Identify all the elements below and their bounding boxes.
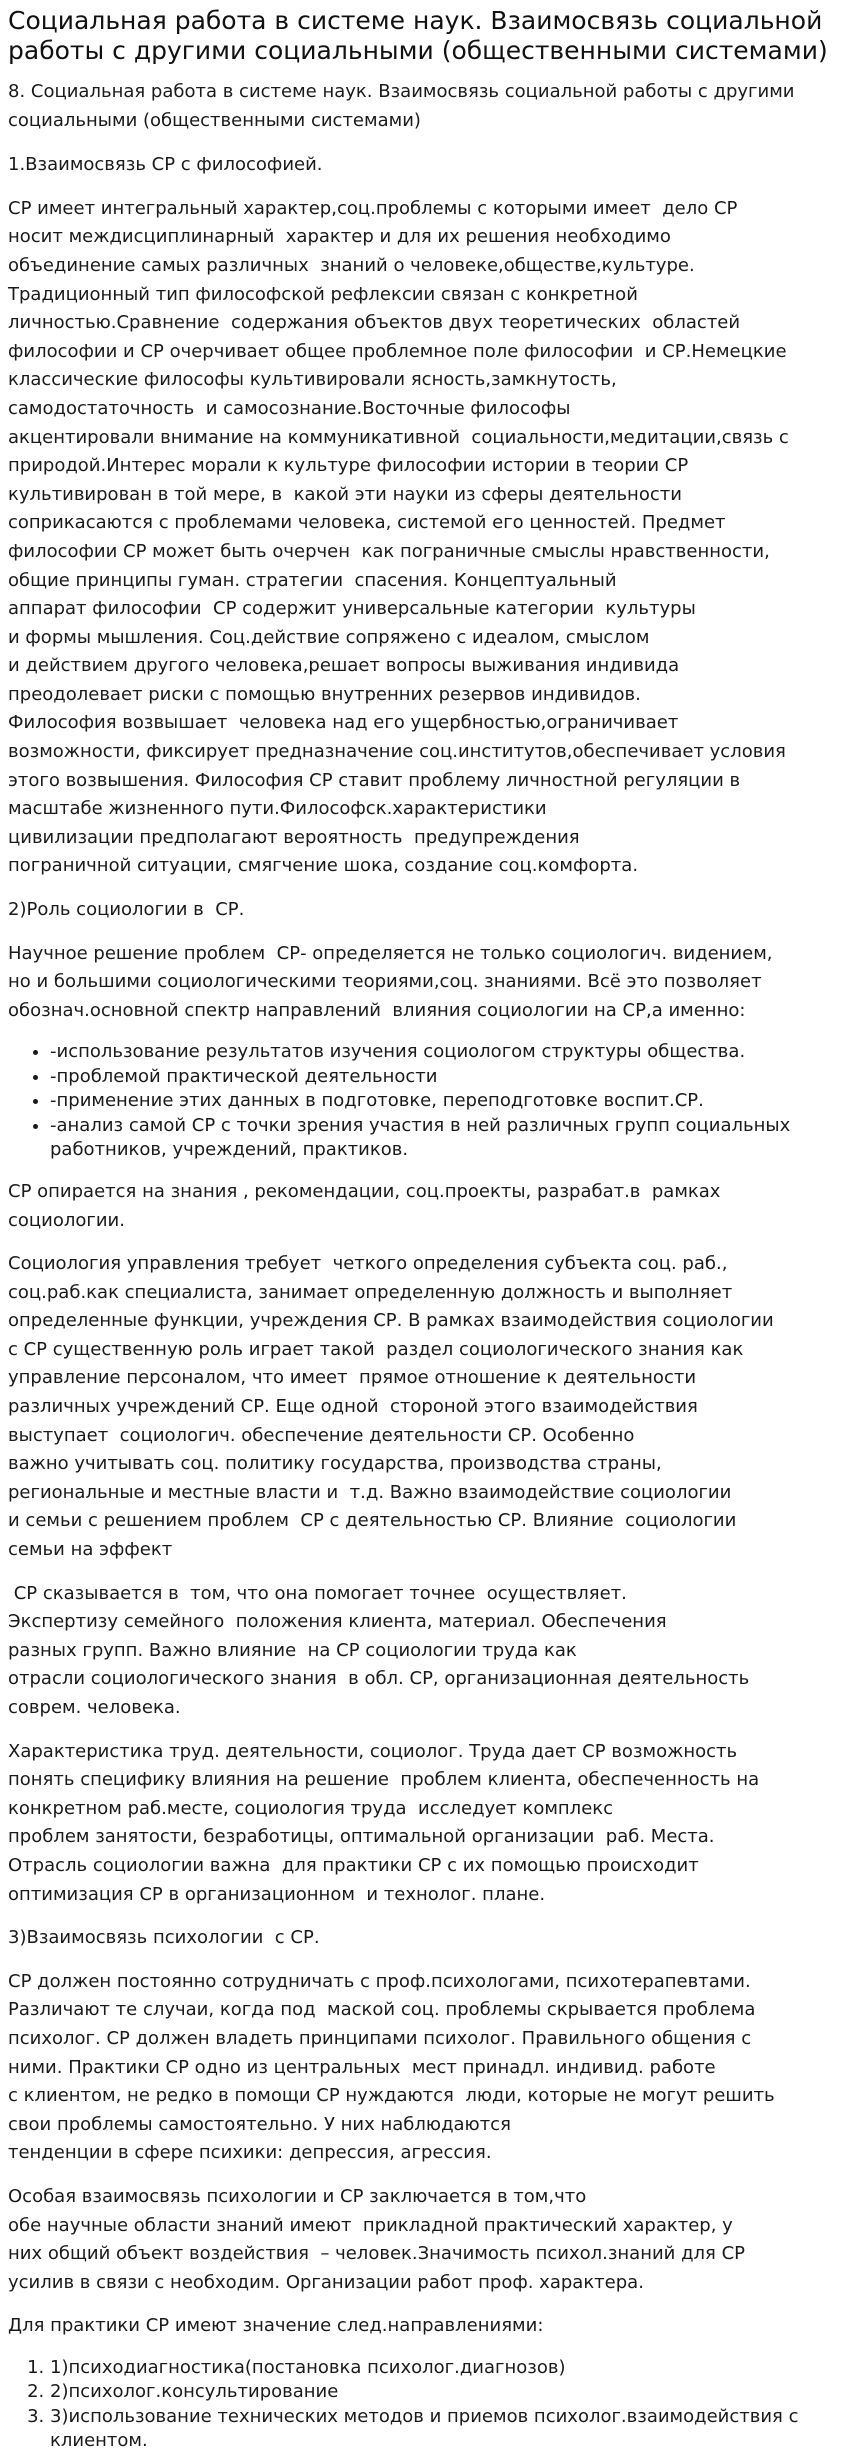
- section-2-paragraph: Социология управления требует четкого определения субъекта соц. раб., соц.раб.как специалиста, занимает определенную должность и выполняет определенные функции, учреждения СР. В рамках взаимодействия социологии с СР существенную роль играет такой раздел социологического знания как управление персоналом, что имеет прямое отношение к деятельности различных учреждений СР. Еще одной стороной этого взаимодействия выступает социологич. обеспечение деятельности СР. Особенно важно учитывать соц. политику государства, производства страны, региональные и местные власти и т.д. Важно взаимодействие социологии и семьи с решением проблем СР с деятельностью СР. Влияние социологии семьи на эффект: [8, 1253, 774, 1561]
- list-item: 3. 3)использование технических методов и приемов психолог.взаимодействия с клиентом.: [50, 2405, 839, 2454]
- section-2-paragraph: Характеристика труд. деятельности, социолог. Труда дает СР возможность понять специфику влияния на решение проблем клиента, обеспеченность на конкретном раб.месте, социология труда исследует комплекс проблем занятости, безработицы, оптимальной организации раб. Места. Отрасль социологии важна для практики СР с их помощью происходит оптимизация СР в организационном и технолог. плане.: [8, 1740, 760, 1905]
- section-3-paragraph: Особая взаимосвязь психологии и СР заключается в том,что обе научные области знаний имеют прикладной практический характер, у них общий объект воздействия – человек.Значимость психол.знаний для СР усилив в связи с необходим. Организации работ проф. характера.: [8, 2185, 746, 2293]
- list-item: • -анализ самой СР с точки зрения участия в ней различных групп социальных работников, учреждений, практиков.: [50, 1114, 839, 1163]
- section-3-heading: 3)Взаимосвязь психологии с СР.: [8, 1927, 320, 1949]
- list-item: • -использование результатов изучения социологом структуры общества.: [50, 1040, 839, 1065]
- section-3-paragraph: СР должен постоянно сотрудничать с проф.психологами, психотерапевтами. Различают те случаи, когда под маской соц. проблемы скрывается проблема психолог. СР должен владеть принципами психолог. Правильного общения с ними. Практики СР одно из центральных мест принадл. индивид. работе с клиентом, не редко в помощи СР нуждаются люди, которые не могут решить свои проблемы самостоятельно. У них наблюдаются тенденции в сфере психики: депрессия, агрессия.: [8, 1970, 775, 2164]
- section-2-paragraph: СР сказывается в том, что она помогает точнее осуществляет. Экспертизу семейного положения клиента, материал. Обеспечения разных групп. Важно влияние на СР социологии труда как отрасли социологического знания в обл. СР, организационная деятельность соврем. человека.: [8, 1582, 750, 1718]
- section-2-bullet-list: [8, 1040, 839, 1163]
- section-1-paragraph: СР имеет интегральный характер,соц.проблемы с которыми имеет дело СР носит междисциплинарный характер и для их решения необходимо объединение самых различных знаний о человеке,обществе,культуре. Традиционный тип философской рефлексии связан с конкретной личностью.Сравнение содержания объектов двух теоретических областей философии и СР очерчивает общее проблемное поле философии и СР.Немецкие классические философы культивировали ясность,замкнутость, самодостаточность и самосознание.Восточные философы акцентировали внимание на коммуникативной социальности,медитации,связь с природой.Интерес морали к культуре философии истории в теории СР культивирован в той мере, в какой эти науки из сферы деятельности соприкасаются с проблемами человека, системой его ценностей. Предмет философии СР может быть очерчен как пограничные смыслы нравственности, общие принципы гуман. стратегии спасения. Концептуальный аппарат философии СР содержит универсальные категории культуры и формы мышления. Соц.действие сопряжено с идеалом, смыслом и действием другого человека,решает вопросы выживания индивида преодолевает риски с помощью внутренних резервов индивидов. Философия возвышает человека над его ущербностью,ограничивает возможности, фиксирует предназначение соц.институтов,обеспечивает условия этого возвышения. Философия СР ставит проблему личностной регуляции в масштабе жизненного пути.Философск.характеристики цивилизации предполагают вероятность предупреждения пограничной ситуации, смягчение шока, создание соц.комфорта.: [8, 197, 789, 877]
- list-item: 2. 2)психолог.консультирование: [50, 2380, 839, 2405]
- section-1-heading: 1.Взаимосвязь СР с философией.: [8, 154, 323, 176]
- page-title: Социальная работа в системе наук. Взаимосвязь социальной работы с другими социальными (общественными системами): [8, 6, 828, 65]
- section-3-numbered-list: [8, 2356, 839, 2454]
- list-item: 1. 1)психодиагностика(постановка психолог.диагнозов): [50, 2356, 839, 2381]
- section-2-paragraph-intro: Научное решение проблем СР- определяется не только социологич. видением, но и большими социологическими теориями,соц. знаниями. Всё это позволяет обознач.основной спектр направлений влияния социологии на СР,а именно:: [8, 942, 773, 1021]
- section-3-paragraph: Для практики СР имеют значение след.направлениями:: [8, 2315, 544, 2337]
- list-item: • -применение этих данных в подготовке, переподготовке воспит.СР.: [50, 1089, 839, 1114]
- section-2-heading: 2)Роль социологии в СР.: [8, 899, 245, 921]
- document-subtitle: 8. Социальная работа в системе наук. Взаимосвязь социальной работы с другими социальными (общественными системами): [8, 81, 795, 131]
- list-item: • -проблемой практической деятельности: [50, 1065, 839, 1090]
- section-2-paragraph: СР опирается на знания , рекомендации, соц.проекты, разрабат.в рамках социологии.: [8, 1180, 721, 1231]
